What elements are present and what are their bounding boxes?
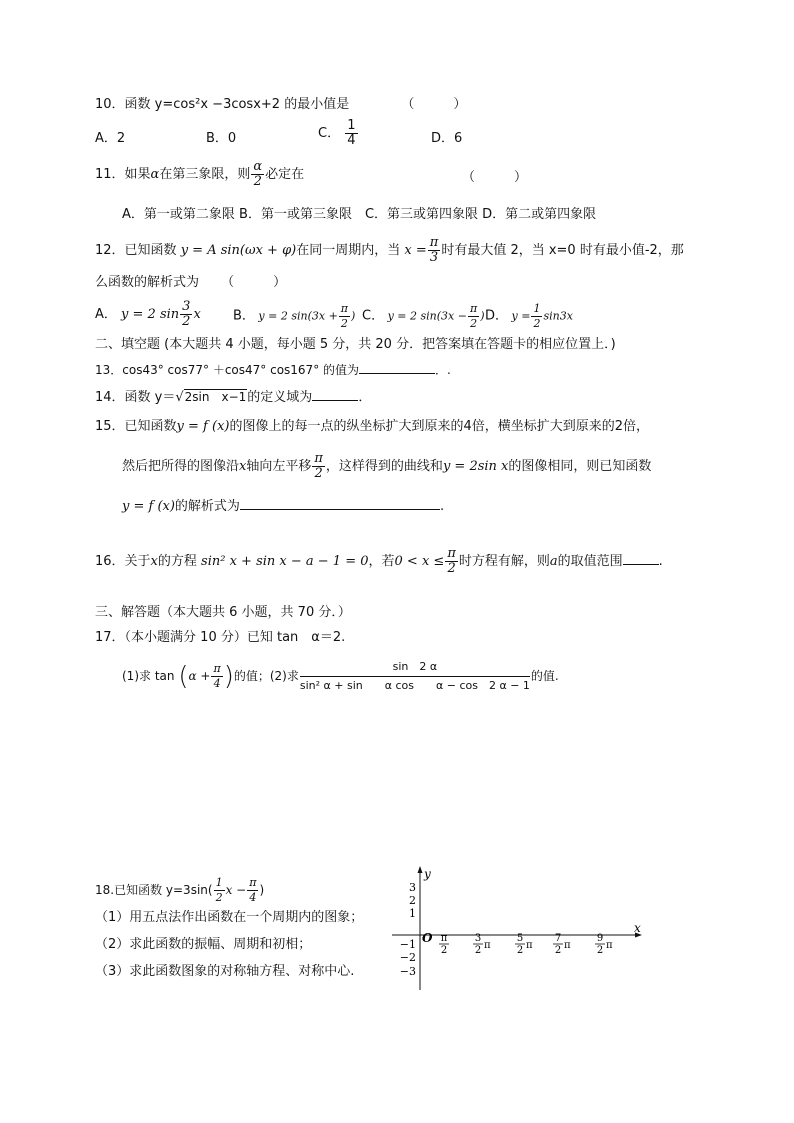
q11-alpha: α [150, 167, 160, 182]
q15-fx: y = f (x) [176, 419, 230, 434]
fraction-numerator: 1 [533, 302, 541, 315]
q13-answer-blank[interactable] [359, 373, 435, 374]
q12-option-c-fraction [468, 302, 479, 331]
origin-label: O [422, 931, 433, 945]
y-axis-label: y [424, 867, 431, 881]
q15-line3-b: 的解析式为 [174, 499, 240, 514]
q18-title [95, 876, 264, 905]
q16-a: 16．关于 [95, 554, 151, 569]
section-2-heading: 二、填空题 (本大题共 4 小题，每小题 5 分，共 20 分．把答案填在答题卡的相应位置上．) [95, 337, 616, 352]
fraction-numerator: π [340, 302, 349, 315]
fraction-numerator: π [429, 235, 439, 250]
q10-option-c-label: C． [318, 126, 341, 141]
q10-text: 10．函数 y=cos²x −3cosx+2 的最小值是 [95, 97, 350, 112]
fraction-numerator: π [469, 302, 478, 315]
q16-equation: sin² x + sin x − a − 1 = 0 [201, 554, 369, 569]
q11-answer-paren: （ ） [462, 170, 528, 185]
q18-title-a: 18.已知函数 y=3sin( [95, 883, 213, 897]
q16-d: 时方程有解，则 [458, 554, 550, 569]
x-tick-numerator: 9 [596, 933, 604, 944]
y-tick-label: 3 [409, 881, 416, 894]
x-tick-denominator: 2 [516, 945, 524, 956]
q12-line1-c: 时有最大值 2，当 x=0 时有最小值-2，那 [441, 243, 684, 258]
q11-fraction [251, 160, 264, 189]
fraction-numerator: α [253, 159, 263, 174]
q12-line2 [95, 274, 286, 292]
fraction-denominator: 4 [213, 677, 221, 690]
fraction-numerator: 3 [182, 299, 191, 314]
x-tick-pi: π [564, 940, 571, 951]
q12-option-b-label: B． [233, 308, 255, 324]
q15-line3 [122, 498, 444, 516]
q10-option-b: B．0 [206, 131, 237, 146]
q12-option-a [95, 300, 201, 329]
fraction-denominator: 2 [470, 317, 478, 330]
q18-title-c: ) [259, 883, 265, 897]
x-tick-denominator: 2 [596, 945, 604, 956]
fraction-denominator: 2 [182, 314, 191, 329]
q10-option-c [318, 119, 359, 148]
fraction-numerator: 1 [215, 876, 223, 889]
y-axis-arrow [418, 866, 423, 873]
q12-answer-paren: （ ） [221, 275, 287, 290]
x-tick-pi: π [526, 940, 533, 951]
fraction-denominator: 2 [447, 561, 456, 576]
q16-b: 的方程 [157, 554, 197, 569]
fraction-numerator: π [249, 876, 257, 889]
q12-option-b-fraction [339, 302, 350, 331]
q12-option-d-x: sin3x [543, 309, 573, 323]
q18-title-b: x − [225, 883, 247, 897]
q12-option-c-formula: y = 2 sin(3x − [387, 309, 467, 323]
q12-fraction [428, 236, 441, 265]
y-tick-label: −2 [399, 951, 416, 964]
y-tick-label: 2 [409, 894, 416, 907]
x-tick-numerator: π [440, 933, 448, 944]
q16 [95, 547, 663, 576]
q10-option-c-fraction [345, 119, 357, 148]
x-tick-numerator: 5 [516, 933, 524, 944]
q12-line1-a: 12．已知函数 [95, 243, 177, 258]
fraction-numerator: 1 [347, 118, 356, 133]
q10-stem [95, 96, 466, 114]
x-tick-label [553, 933, 571, 956]
q14-answer-blank[interactable] [312, 400, 358, 401]
q12-formula: y = A sin(ωx + φ) [180, 243, 297, 258]
fraction-denominator: sin² α + sin α cos α − cos 2 α − 1 [299, 679, 530, 692]
fraction-denominator: 4 [249, 891, 257, 904]
fraction-numerator: π [314, 451, 323, 466]
q16-a-var: a [549, 554, 558, 569]
q16-answer-blank[interactable] [623, 564, 659, 565]
section-3-heading: 三、解答题（本大题共 6 小题，共 70 分．） [95, 605, 351, 620]
q12-option-a-fraction [180, 300, 192, 329]
q12-option-d-fraction [531, 302, 542, 331]
x-tick-numerator: 7 [554, 933, 562, 944]
q18-item-1: （1）用五点法作出函数在一个周期内的图象； [95, 910, 364, 925]
q18-fraction-1 [214, 876, 225, 905]
q15-line2-d: 的图像相同，则已知函数 [508, 459, 652, 474]
q18-item-2: （2）求此函数的振幅、周期和初相； [95, 937, 312, 952]
q16-x: x [150, 554, 158, 569]
q15-answer-blank[interactable] [240, 509, 440, 510]
y-tick-labels [400, 881, 416, 978]
q13-end: ．. [435, 363, 451, 377]
q16-condition: 0 < x ≤ [394, 554, 445, 569]
fraction-numerator: π [213, 662, 221, 675]
x-tick-label [473, 933, 491, 956]
x-axis-label: x [634, 921, 641, 935]
q12-line1-b: 在同一周期内，当 [296, 243, 401, 258]
q12-line2-text: 么函数的解析式为 [95, 275, 200, 290]
q15-line3-fx: y = f (x) [122, 499, 175, 514]
q17-part1-label: (1)求 tan [122, 669, 175, 683]
x-tick-numerator: 3 [474, 933, 482, 944]
q12-line1 [95, 236, 684, 265]
q14-end: ． [358, 390, 372, 405]
q17-part2-fraction [300, 660, 530, 693]
q16-c: ，若 [368, 554, 395, 569]
fraction-denominator: 4 [347, 133, 356, 148]
q11-options: A．第一或第二象限 B．第一或第三象限 C．第三或第四象限 D．第二或第四象限 [122, 207, 597, 222]
x-tick-label [515, 933, 533, 956]
q15-line2-a: 然后把所得的图像沿 [122, 459, 240, 474]
q15-line1-a: 15．已知函数 [95, 419, 177, 434]
q15-line2-c: ，这样得到的曲线和 [325, 459, 443, 474]
fraction-denominator: 2 [314, 466, 323, 481]
q14-after: 的定义域为 [247, 390, 313, 405]
q12-option-a-formula: y = 2 sin [121, 307, 180, 322]
x-tick-label [595, 933, 613, 956]
q11-stem [95, 160, 304, 189]
y-tick-label: −3 [399, 965, 416, 978]
q16-fraction [445, 547, 458, 576]
fraction-denominator: 2 [253, 174, 262, 189]
fraction-denominator: 2 [215, 891, 223, 904]
x-tick-denominator: 2 [474, 945, 482, 956]
fraction-denominator: 3 [429, 250, 439, 265]
q12-option-a-label: A． [95, 307, 117, 322]
fraction-numerator: π [447, 546, 456, 561]
q17-part1-inner: α + [188, 669, 211, 683]
q15-x: x [239, 459, 247, 474]
x-tick-label [439, 933, 449, 956]
fraction-denominator: 2 [533, 317, 541, 330]
q10-option-d: D．6 [431, 131, 463, 146]
q15-line2 [122, 452, 651, 481]
q12-option-d [485, 302, 573, 331]
x-tick-denominator: 2 [554, 945, 562, 956]
x-tick-labels [439, 933, 613, 956]
q17-line1: 17．（本小题满分 10 分）已知 tan α＝2. [95, 630, 346, 645]
q18-fraction-2 [247, 876, 258, 905]
q14: 14．函数 y＝√2sin x−1的定义域为 ． [95, 390, 372, 405]
q14-text: 14．函数 y＝ [95, 390, 176, 405]
q12-option-d-formula: y = [511, 309, 531, 323]
q18-item-3: （3）求此函数图象的对称轴方程、对称中心. [95, 964, 355, 979]
q16-e: 的取值范围 [557, 554, 623, 569]
q15-fraction [312, 452, 325, 481]
q12-option-c-label: C． [362, 308, 385, 324]
q16-end: . [658, 554, 663, 569]
x-tick-pi: π [484, 940, 491, 951]
y-tick-label: 1 [409, 907, 416, 920]
coordinate-axes [388, 862, 658, 994]
q13-text: 13．cos43° cos77° ＋cos47° cos167° 的值为 [95, 363, 360, 377]
q12-option-a-x: x [193, 307, 201, 322]
q11-mid: 在第三象限，则 [159, 167, 251, 182]
q12-option-b: B． y = 2 sin(3x + $\frac{\pi}{2}$ ) [233, 302, 356, 330]
q15-line1-b: 的图像上的每一点的纵坐标扩大到原来的4倍，横坐标扩大到原来的2倍， [229, 419, 650, 434]
q17-part1-fraction [211, 662, 222, 691]
q15-curve: y = 2sin x [442, 459, 509, 474]
x-tick-denominator: 2 [440, 945, 448, 956]
q12-option-b-formula: y = 2 sin(3x + [258, 309, 338, 323]
q12-option-d-label: D． [485, 308, 509, 324]
q10-answer-paren: （ ） [401, 97, 467, 112]
q17-end: 的值. [530, 669, 559, 683]
fraction-denominator: 2 [340, 317, 348, 330]
q12-option-c: C． y = 2 sin(3x − $\frac{\pi}{2}$ ) [362, 302, 485, 330]
q15-end: . [439, 499, 445, 514]
q14-sqrt-content: 2sin x−1 [184, 390, 247, 404]
q10-option-a: A．2 [95, 131, 126, 146]
y-tick-label: −1 [399, 938, 416, 951]
q17-part2-label: 的值；(2)求 [233, 669, 299, 683]
q15-line1 [95, 418, 649, 436]
fraction-numerator: sin 2 α [300, 660, 530, 677]
q11-suffix: 必定在 [265, 167, 305, 182]
q15-line2-b: 轴向左平移 [246, 459, 312, 474]
q17-parts: (1)求 tan (α + $\frac{\pi}{4}$ )的值；(2)求 $\frac{\sin 2 \alpha}{\text{sin² α + sin α cos α − cos 2 α − 1}}$ 的值. [122, 660, 559, 692]
q13 [95, 361, 451, 379]
q12-x-eq: x = [404, 243, 427, 258]
q11-prefix: 11．如果 [95, 167, 151, 182]
x-tick-pi: π [606, 940, 613, 951]
